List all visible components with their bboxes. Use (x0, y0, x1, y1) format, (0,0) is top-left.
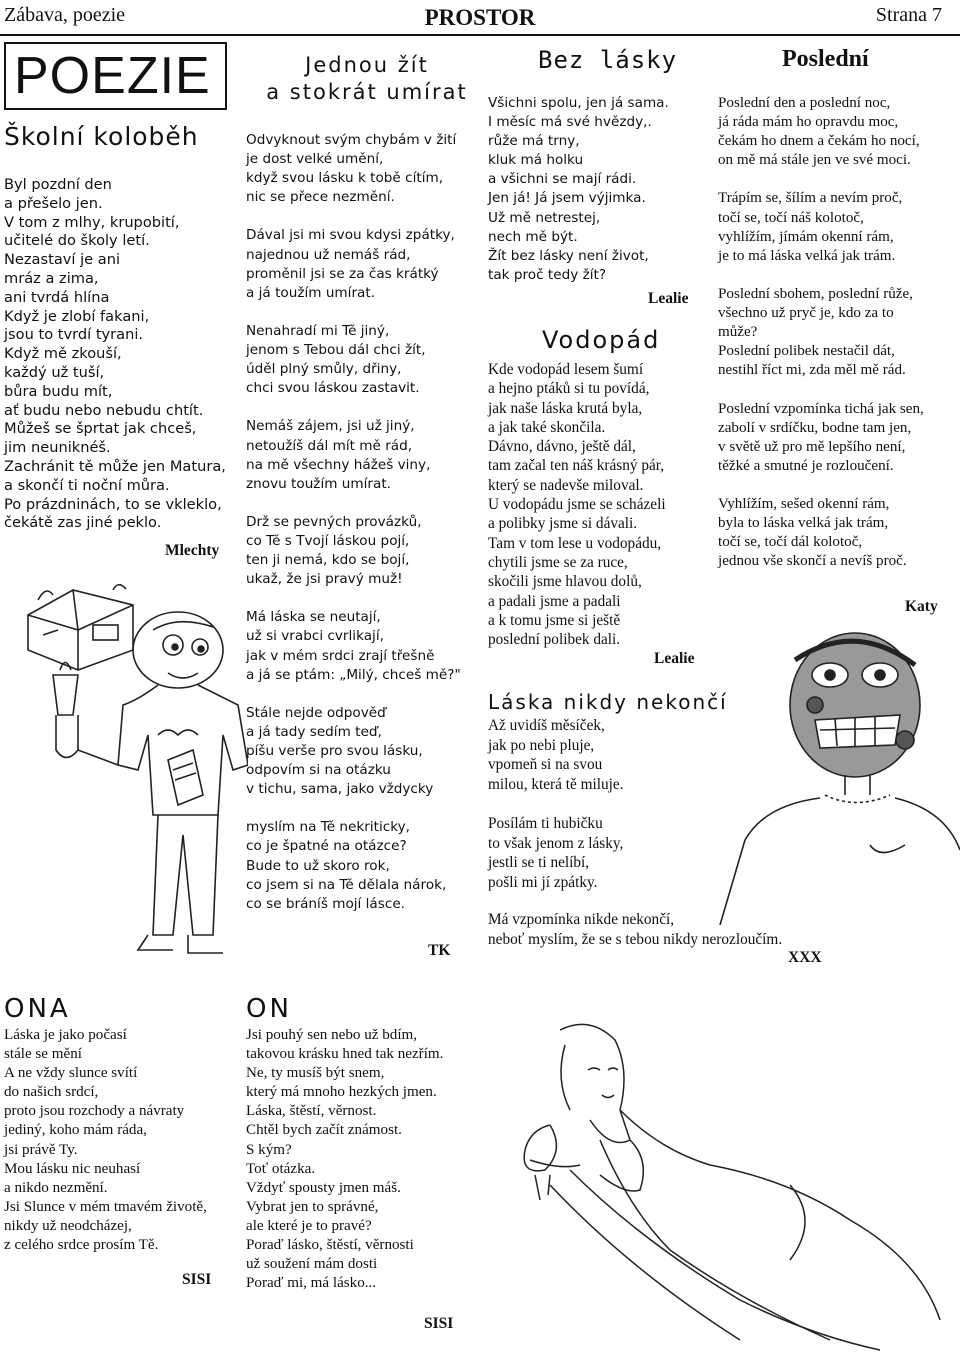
poem-author-jednou: TK (428, 942, 451, 959)
poem-title-bez: Bez lásky (538, 46, 678, 74)
poem-text-laska-2: Posílám ti hubičku to však jenom z lásky, jestli se ti nelíbí, pošli mi jí zpátky. (488, 815, 624, 891)
poem-author-posledni: Katy (905, 598, 938, 615)
poem-author-on: SISI (424, 1315, 454, 1332)
poezie-heading-box (4, 42, 227, 110)
magazine-title: PROSTOR (424, 5, 536, 30)
poem-title-jednou-line1: Jednou žít (305, 53, 429, 77)
poem-text-on: Jsi pouhý sen nebo už bdím, takovou krásku hned tak nezřím. Ne, ty musíš být snem, který má mnoho hezkých jmen. Láska, štěstí, věrnost. Chtěl bych začít známost. S kým? To⁠ť otázka. Vždyť spousty jmen máš. Vybrat jen to správné, ale které je to pravé? Poraď lásko, štěstí, věrnosti už soužení mám dosti Poraď mi, má lásko... (246, 1027, 444, 1292)
poem-title-posledni: Poslední (782, 46, 869, 72)
poem-author-vodopad: Lealie (654, 650, 695, 667)
poem-title-ona: ONA (4, 994, 71, 1024)
poem-title-jednou (262, 52, 472, 106)
section-label: Zábava, poezie (4, 4, 126, 26)
header-rule (0, 34, 960, 36)
poem-title-vodopad: Vodopád (542, 326, 661, 354)
poem-text-jednou: Odvyknout svým chybám v žití je dost velké umění, když svou lásku k tobě cítím, nic se přece nezmění. Dával jsi mi svou kdysi zpátky, najednou už nemáš rád, proměnil jsi se za čas krátký a já toužím umírat. Nenahradí mi Tě jiný, jenom s Tebou dál chci žít, úděl plný smůly, dřiny, chci svou láskou zastavit. Nemáš zájem, jsi už jiný, netoužíš dál mít mě rád, na mě všechny hážeš viny, znovu toužím umírat. Drž se pevných provázků, co Tě s Tvojí láskou pojí, ten ji nemá, kdo se bojí, ukaž, že jsi pravý muž! Má láska se neutají, už si vrabci cvrlikají, jak v mém srdci zrají třešně a já se ptám: „Milý, chceš mě?" Stále nejde odpověď a já tady sedím teď, píšu verše pro svou lásku, odpovím si na otázku v tichu, sama, jako vždycky myslím na Tě nekriticky, co je špatné na otázce? Bude to už skoro rok, co jsem si na Tě dělala nárok, co se bráníš mojí lásce. (246, 132, 461, 912)
boy-drawing (18, 575, 248, 975)
poem-author-skolni: Mlechty (165, 542, 220, 559)
poem-text-laska-3: Má vzpomínka nikde nekončí, neboť myslím, že se s tebou nikdy nerozloučím. (488, 911, 783, 948)
page-number: Strana 7 (875, 4, 942, 26)
poem-title-on: ON (246, 994, 292, 1024)
poem-text-skolni: Byl pozdní den a přešelo jen. V tom z mlhy, krupobití, učitelé do školy letí. Nezastaví je ani mráz a zima, ani tvrdá hlína Když je zlobí fakani, jsou to tvrdí tyrani. Když mě zkouší, každý už tuší, bůra budu mít, ať budu nebo nebudu chtít. Můžeš se šprtat jak chceš, jim neuniknéš. Zachránit tě může jen Matura, a skončí ti noční můra. Po prázdninách, to se vkleklo, čekátě zas jiné peklo. (4, 176, 226, 532)
girl-portrait-drawing (705, 620, 960, 925)
poem-title-laska: Láska nikdy nekončí (488, 690, 728, 714)
poem-author-bez: Lealie (648, 290, 689, 307)
poezie-heading: POEZIE (14, 47, 211, 105)
poem-text-laska-1: Až uvidíš měsíček, jak po nebi pluje, vpomeň si na svou milou, která tě miluje. (488, 717, 624, 793)
poem-text-ona: Láska je jako počasí stále se mění A ne vždy slunce svítí do našich srdcí, proto jsou rozchody a návraty jediný, koho mám ráda, jsi právě Ty. Mou lásku nic neuhasí a nikdo nezmění. Jsi Slunce v mém tmavém životě, nikdy už neodcházej, z celého srdce prosím Tě. (4, 1027, 207, 1254)
poem-author-laska: XXX (788, 949, 822, 966)
poem-title-skolni: Školní koloběh (4, 122, 199, 151)
couple-drawing (490, 1000, 955, 1355)
poem-text-posledni: Poslední den a poslední noc, já ráda mám ho opravdu moc, čekám ho dnem a čekám ho nocí, on mě má stále jen ve své moci. Trápím se, šílím a nevím proč, točí se, točí náš kolotoč, vyhlížím, jímám okenní rám, je to má láska velká jak trám. Poslední sbohem, poslední růže, všechno už pryč je, kdo za to může? Poslední polibek nestačil dát, nestihl říct mi, zda měl mě rád. Poslední vzpomínka tichá jak sen, zabolí v srdíčku, bodne tam jen, v světě už pro mě lepšího není, těžké a smutné je rozloučení. Vyhlížím, sešed okenní rám, byla to láska velká jak trám, točí se, točí dál kolotoč, jednou vše skončí a nevíš proč. (718, 95, 924, 570)
poem-text-vodopad: Kde vodopád lesem šumí a hejno ptáků si tu povídá, jak naše láska krutá byla, a jak také skončila. Dávno, dávno, ještě dál, tam začal ten náš krásný pár, který se nadevše miloval. U vodopádu jsme se scházeli a polibky jsme si dávali. Tam v tom lese u vodopádu, chytili jsme se za ruce, skočili jsme hlavou dolů, a padali jsme a padali a k tomu jsme si ještě poslední polibek dali. (488, 361, 666, 649)
poem-author-ona: SISI (182, 1271, 212, 1288)
poem-title-jednou-line2: a stokrát umírat (266, 80, 468, 104)
poem-text-bez: Všichni spolu, jen já sama. I měsíc má své hvězdy,. růže má trny, kluk má holku a všichni se mají rádi. Jen já! Já jsem výjimka. Už mě netrestej, nech mě být. Žít bez lásky není život, tak proč tedy žít? (488, 95, 669, 283)
